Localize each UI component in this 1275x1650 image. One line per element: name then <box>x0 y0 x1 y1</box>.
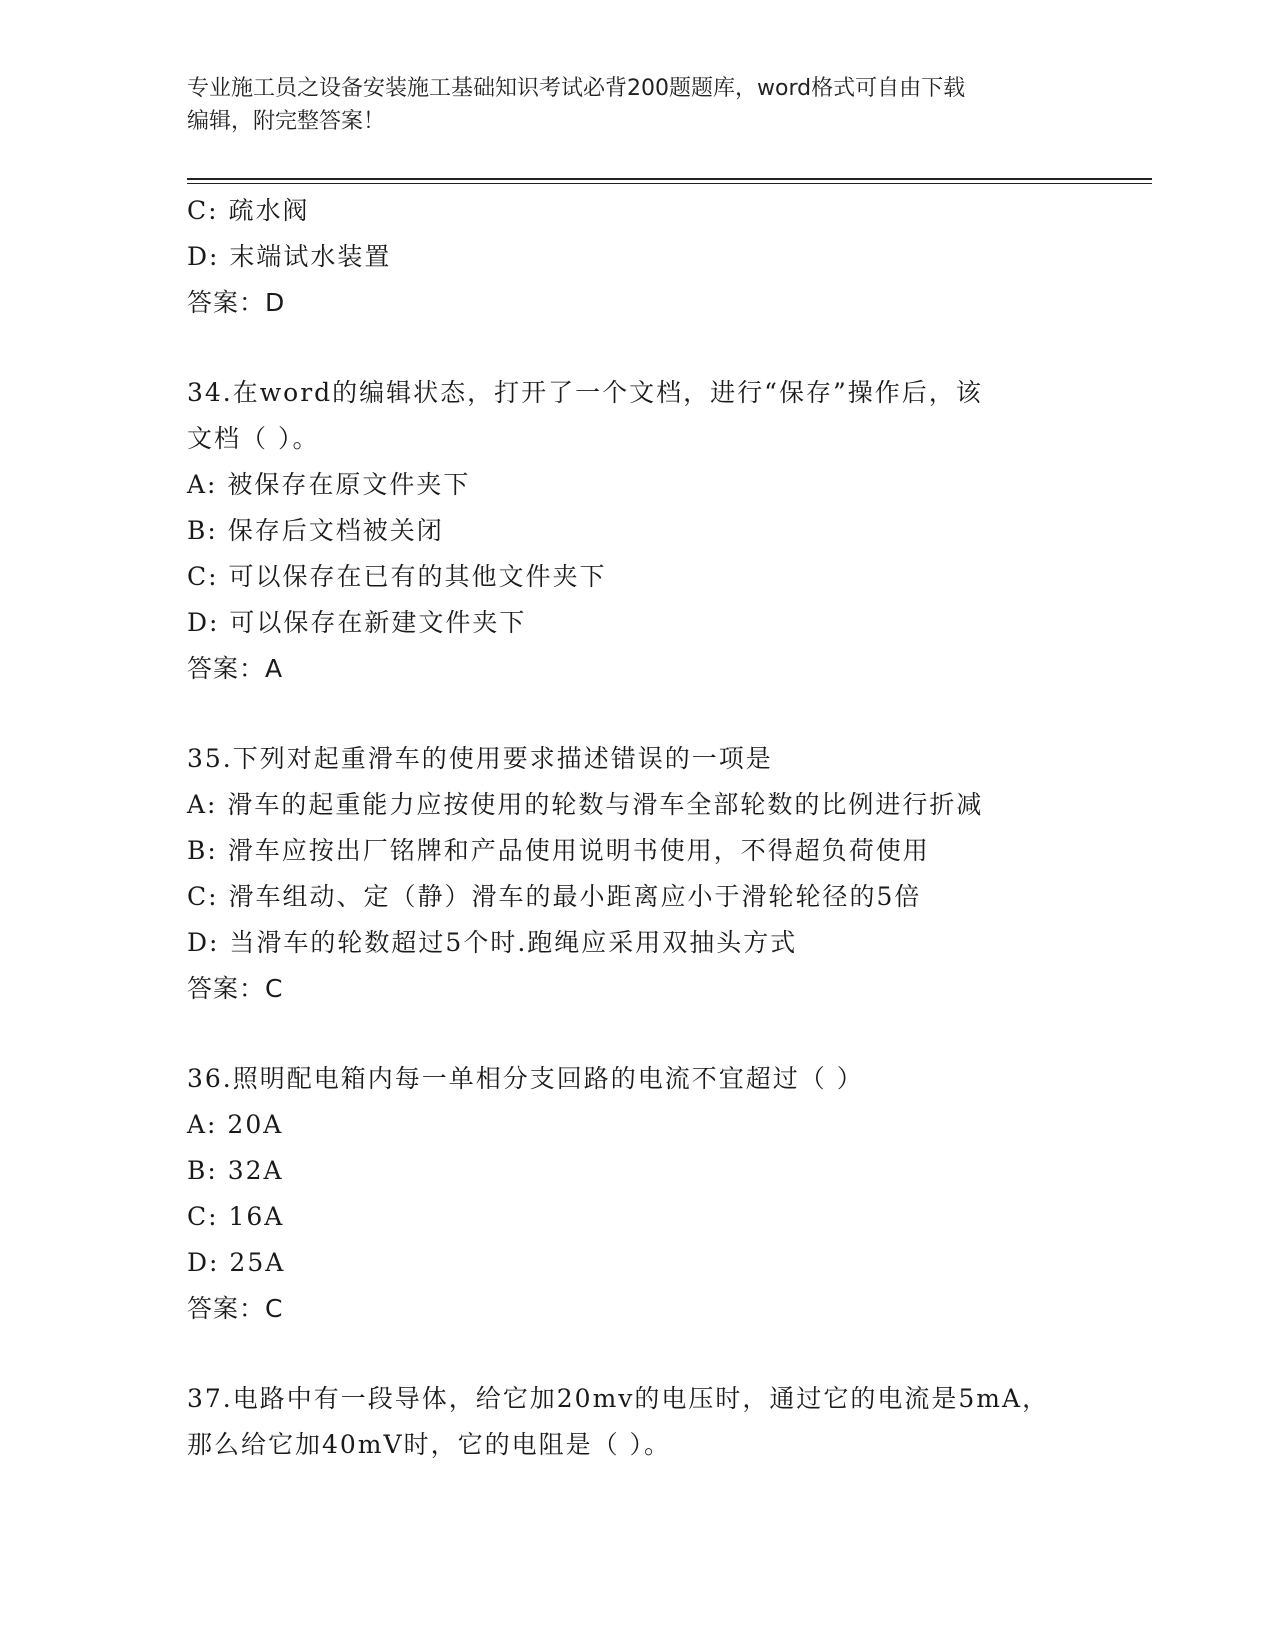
option-b: B: 32A <box>187 1156 284 1185</box>
question-37 <box>187 1376 1087 1468</box>
option-d: D: 末端试水装置 <box>187 242 392 271</box>
option-d: D: 当滑车的轮数超过5个时.跑绳应采用双抽头方式 <box>187 928 798 957</box>
question-35 <box>187 736 1087 1012</box>
answer-line: 答案：C <box>187 1294 284 1323</box>
spacer <box>187 1012 1087 1056</box>
header-title-line-1: 专业施工员之设备安装施工基础知识考试必背200题题库，word格式可自由下载 <box>187 76 966 101</box>
previous-question-tail <box>187 188 1087 326</box>
answer-line: 答案：C <box>187 974 284 1003</box>
option-c: C: 16A <box>187 1202 285 1231</box>
question-stem: 34.在word的编辑状态，打开了一个文档，进行“保存”操作后，该 <box>187 378 983 407</box>
option-a: A: 被保存在原文件夹下 <box>187 470 471 499</box>
question-36 <box>187 1056 1087 1332</box>
header-divider <box>187 178 1152 184</box>
option-a: A: 20A <box>187 1110 284 1139</box>
question-stem: 那么给它加40mV时，它的电阻是（ ）。 <box>187 1430 672 1459</box>
option-b: B: 滑车应按出厂铭牌和产品使用说明书使用，不得超负荷使用 <box>187 836 930 865</box>
spacer <box>187 692 1087 736</box>
option-c: C: 疏水阀 <box>187 196 310 225</box>
question-stem: 35.下列对起重滑车的使用要求描述错误的一项是 <box>187 744 773 773</box>
question-stem: 37.电路中有一段导体，给它加20mv的电压时，通过它的电流是5mA， <box>187 1384 1050 1413</box>
option-c: C: 可以保存在已有的其他文件夹下 <box>187 562 607 591</box>
answer-line: 答案：D <box>187 288 286 317</box>
option-c: C: 滑车组动、定（静）滑车的最小距离应小于滑轮轮径的5倍 <box>187 882 922 911</box>
question-34 <box>187 370 1087 692</box>
answer-line: 答案：A <box>187 654 284 683</box>
document-body <box>187 188 1087 1468</box>
option-d: D: 可以保存在新建文件夹下 <box>187 608 527 637</box>
option-b: B: 保存后文档被关闭 <box>187 516 444 545</box>
spacer <box>187 326 1087 370</box>
spacer <box>187 1332 1087 1376</box>
document-header <box>187 72 1087 138</box>
question-stem: 文档（ ）。 <box>187 424 320 453</box>
option-a: A: 滑车的起重能力应按使用的轮数与滑车全部轮数的比例进行折减 <box>187 790 984 819</box>
question-stem: 36.照明配电箱内每一单相分支回路的电流不宜超过（ ） <box>187 1064 864 1093</box>
header-title-line-2: 编辑，附完整答案！ <box>187 109 386 134</box>
option-d: D: 25A <box>187 1248 286 1277</box>
